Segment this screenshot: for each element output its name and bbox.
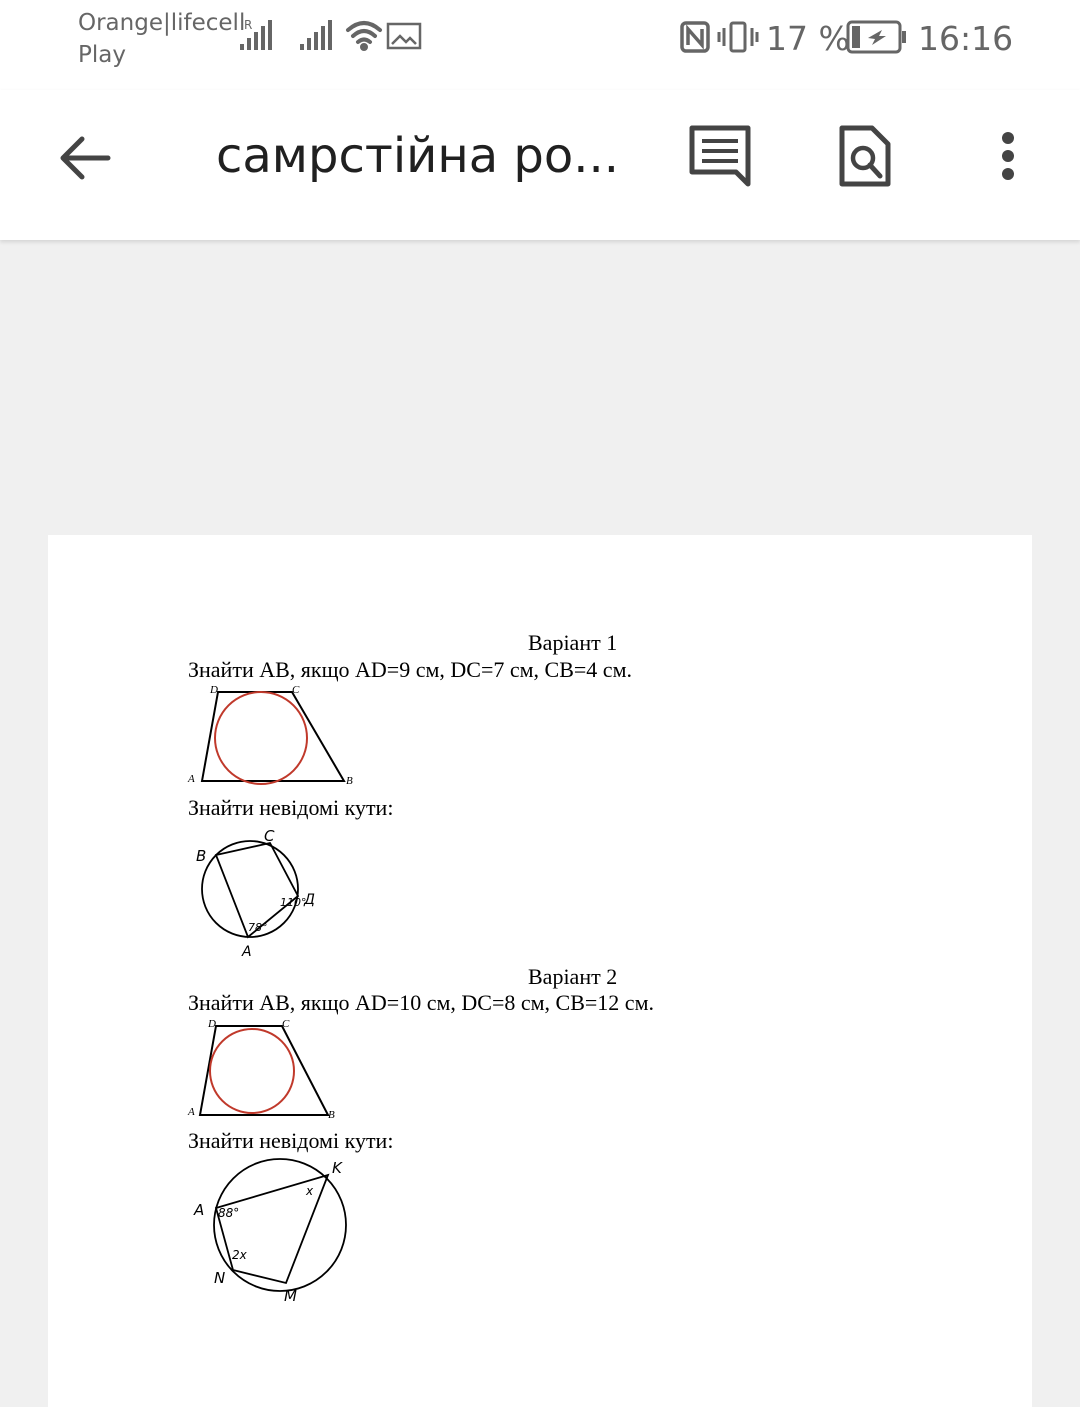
vertex-label-k: K: [332, 1159, 342, 1177]
wifi-icon: [348, 23, 380, 49]
vertex-label-a: A: [242, 944, 252, 960]
vertex-label-a: A: [194, 1201, 205, 1219]
angle-a-label: 78°: [248, 921, 268, 934]
vertex-label-d: D: [208, 1018, 216, 1030]
angle-k-label: x: [306, 1184, 314, 1198]
vertex-label-c: C: [292, 684, 300, 696]
battery-percent: 17 %: [766, 19, 850, 58]
variant1-inscribed-quadrilateral-figure: [188, 825, 378, 965]
variant2-task2: Знайти невідомі кути:: [188, 1128, 394, 1153]
nfc-icon: [682, 23, 708, 51]
carrier-name-primary: Orange|lifecell: [78, 10, 246, 36]
vertex-label-a: A: [188, 773, 195, 785]
variant1-task2: Знайти невідомі кути:: [188, 795, 394, 820]
vertex-label-b: B: [346, 775, 353, 787]
variant1-task1: Знайти AB, якщо AD=9 см, DC=7 см, CB=4 см.: [188, 657, 632, 682]
carrier-name-secondary: Play: [78, 42, 126, 68]
signal-icon: [300, 20, 332, 50]
roaming-indicator: R: [244, 18, 253, 32]
variant2-task1: Знайти AB, якщо AD=10 см, DC=8 см, CB=12 см.: [188, 990, 654, 1015]
comment-icon[interactable]: [684, 124, 756, 188]
document-title: самрстійна ро...: [216, 128, 620, 184]
angle-d-label: 110°: [280, 896, 307, 909]
back-arrow-icon[interactable]: [52, 130, 116, 186]
find-in-document-icon[interactable]: [834, 122, 898, 190]
angle-a-label: 88°: [218, 1206, 240, 1220]
vertex-label-a: A: [188, 1106, 195, 1118]
vertex-label-c: C: [282, 1018, 290, 1030]
angle-n-label: 2x: [232, 1248, 247, 1262]
vertex-label-c: C: [264, 827, 275, 845]
variant1-trapezoid-figure: [186, 682, 361, 792]
vibrate-icon: [719, 23, 757, 51]
variant2-inscribed-quadrilateral-figure: [188, 1155, 378, 1305]
more-vert-icon[interactable]: [992, 130, 1024, 186]
status-bar: [0, 0, 1080, 90]
document-page: [48, 535, 1032, 1407]
vertex-label-n: N: [214, 1269, 226, 1287]
network-icons: [236, 16, 436, 56]
vertex-label-b: B: [196, 847, 207, 865]
vertex-label-d: D: [210, 684, 218, 696]
clock: 16:16: [918, 19, 1014, 58]
variant2-heading: Варіант 2: [528, 964, 618, 989]
vertex-label-b: B: [328, 1109, 335, 1121]
variant2-trapezoid-figure: [186, 1015, 361, 1125]
image-notification-icon: [388, 24, 420, 48]
app-bar: [0, 90, 1080, 240]
vertex-label-d: Д: [304, 892, 315, 908]
variant1-heading: Варіант 1: [528, 630, 618, 655]
battery-charging-icon: [846, 20, 908, 56]
vertex-label-m: M: [284, 1287, 297, 1305]
